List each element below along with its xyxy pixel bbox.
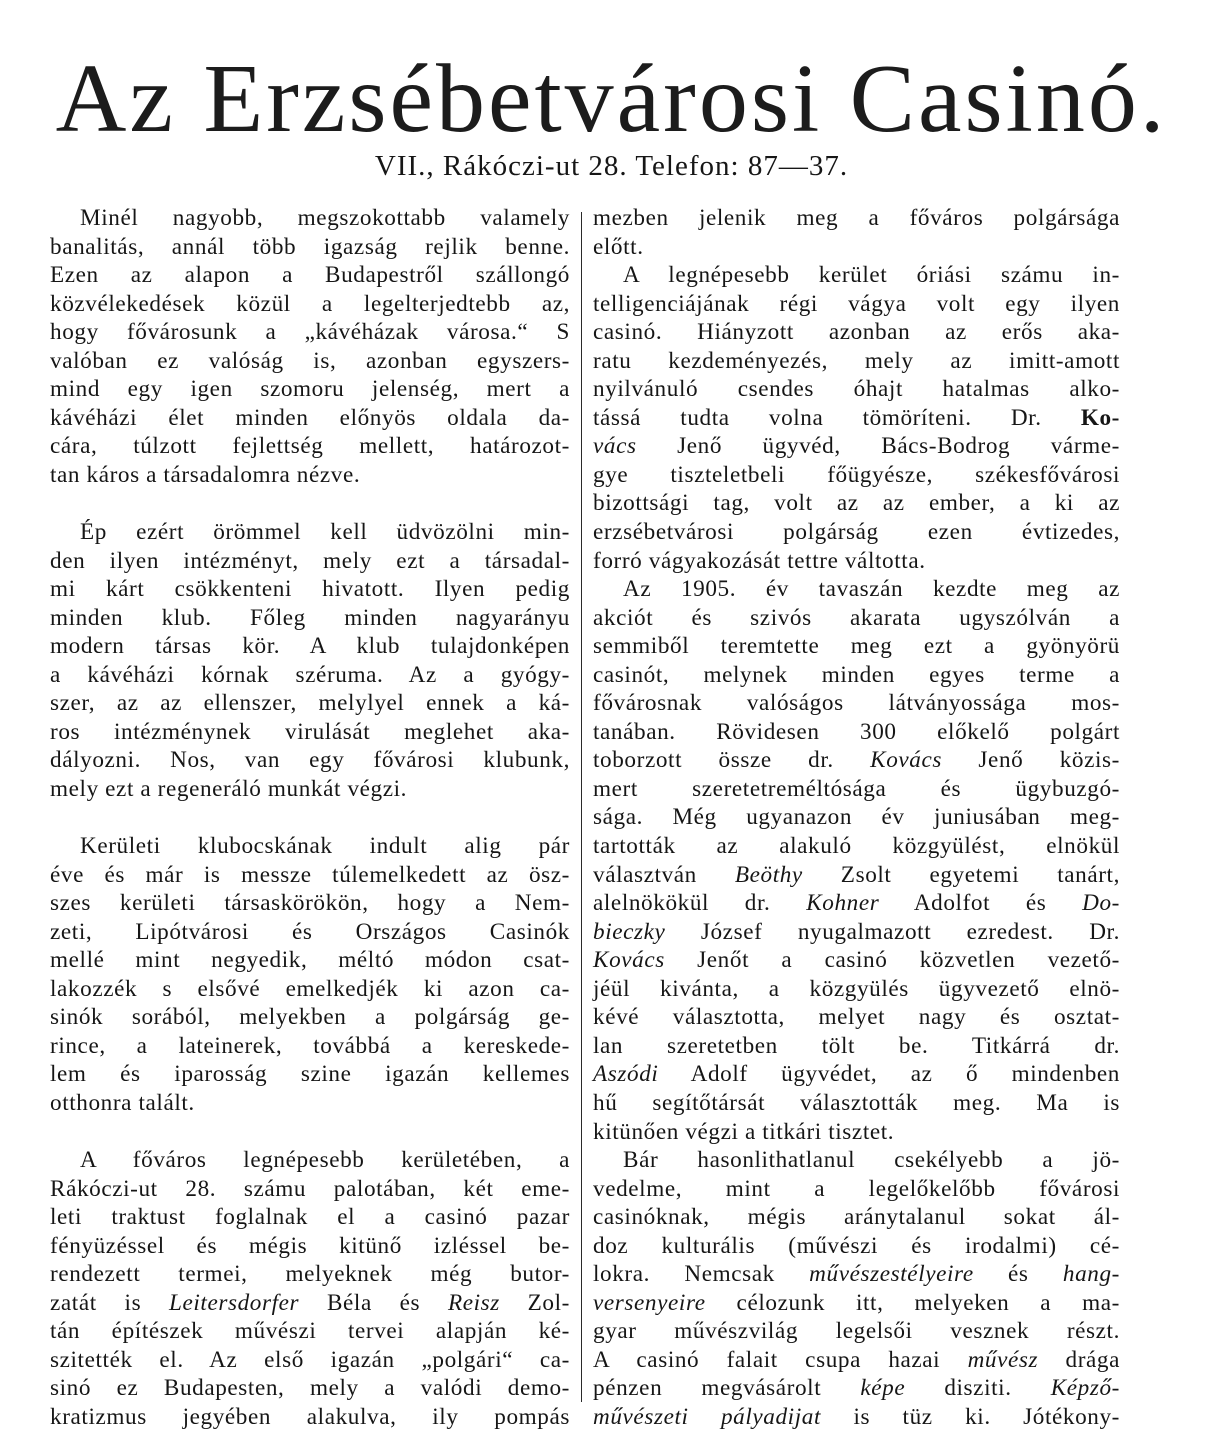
person-name: Beöthy — [734, 861, 803, 888]
text-run: tássá tudta volna tömöríteni. Dr. — [593, 404, 1081, 431]
text-line: lan szeretetben tölt be. Titkárrá dr. — [593, 1032, 1120, 1059]
text-line — [593, 432, 1120, 461]
text-line: Rákóczi-ut 28. számu palotában, két eme- — [50, 1175, 570, 1202]
text-line: valóban ez valóság is, azonban egyszers- — [50, 347, 570, 374]
text-line: Ép ezért örömmel kell üdvözölni min- — [80, 519, 570, 546]
text-line: Bár hasonlithatlanul csekélyebb a jö- — [623, 1147, 1120, 1174]
text-line: Kerületi klubocskának indult alig pár — [80, 833, 570, 860]
text-line: a kávéházi kórnak széruma. Az a gyógy- — [50, 661, 570, 688]
text-line: tartották az alakuló közgyülést, elnökül — [593, 833, 1120, 860]
text-line: rendezett termei, melyeknek még butor- — [50, 1261, 570, 1288]
text-line — [593, 1374, 1120, 1403]
paragraph-gap — [50, 489, 570, 518]
person-name: Ko- — [1080, 404, 1120, 431]
text-line — [593, 1346, 1120, 1375]
text-line — [593, 1060, 1120, 1089]
text-line: casinót, melynek minden egyes terme a — [593, 661, 1120, 688]
text-line: minden klub. Főleg minden nagyarányu — [50, 604, 570, 631]
text-line — [593, 404, 1120, 433]
text-line: erzsébetvárosi polgárság ezen évtizedes, — [593, 519, 1120, 546]
column-divider — [581, 212, 582, 1402]
text-line: jéül kivánta, a közgyülés ügyvezető elnö- — [593, 975, 1120, 1002]
paragraph-2 — [50, 518, 570, 803]
text-line: casinóknak, mégis aránytalanul sokat ál- — [593, 1204, 1120, 1231]
text-run: és — [973, 1261, 1063, 1288]
text-run: Zsolt egyetemi tanárt, — [802, 861, 1120, 888]
text-line: vedelme, mint a legelőkelőbb fővárosi — [593, 1175, 1120, 1202]
text-run: Béla és — [299, 1289, 448, 1316]
text-run: József nyugalmazott ezredest. Dr. — [665, 918, 1120, 945]
text-line: semmiből teremtette meg ezt a gyönyörü — [593, 633, 1120, 660]
emphasis: képe — [860, 1375, 906, 1402]
text-run: toborzott össze dr. — [593, 747, 871, 774]
text-line — [593, 861, 1120, 890]
architect-name: Leitersdorfer — [169, 1289, 300, 1316]
text-run: célozunk itt, melyeken a ma- — [705, 1289, 1120, 1316]
text-line: kratizmus jegyében alakulva, ily pompás — [50, 1403, 570, 1430]
paragraph-gap — [50, 1118, 570, 1147]
emphasis: Képző- — [1050, 1375, 1120, 1402]
person-name: Aszódi — [593, 1061, 659, 1088]
text-line: szes kerületi társaskörökön, hogy a Nem- — [50, 890, 570, 917]
text-run: disziti. — [905, 1375, 1051, 1402]
text-line: zeti, Lipótvárosi és Országos Casinók — [50, 918, 570, 945]
text-line — [50, 1289, 570, 1318]
text-line: mely ezt a regeneráló munkát végzi. — [50, 775, 408, 802]
text-line: fényüzéssel és mégis kitünő izléssel be- — [50, 1232, 570, 1259]
text-line: telligenciájának régi vágya volt egy ilyen — [593, 290, 1120, 317]
text-line — [593, 889, 1120, 918]
emphasis: művész — [967, 1346, 1039, 1373]
text-line: gyar művészvilág legelsői vesznek részt. — [593, 1318, 1120, 1345]
text-line — [593, 918, 1120, 947]
left-column — [50, 204, 570, 1432]
text-line: tan káros a társadalomra nézve. — [50, 461, 361, 488]
text-line — [593, 1403, 1120, 1432]
text-line: lem és iparosság szine igazán kellemes — [50, 1061, 570, 1088]
text-line: mert szeretetreméltósága és ügybuzgó- — [593, 775, 1120, 802]
text-line: kévé választotta, melyet nagy és osztat- — [593, 1004, 1120, 1031]
text-line: tanában. Rövidesen 300 előkelő polgárt — [593, 718, 1120, 745]
text-run: alelnökökül dr. — [593, 890, 807, 917]
person-name: vács — [593, 433, 637, 460]
text-run: zatát is — [50, 1289, 169, 1316]
text-line: otthonra talált. — [50, 1089, 195, 1116]
person-name: Kohner — [806, 890, 880, 917]
text-line — [593, 746, 1120, 775]
paragraph-4 — [50, 1146, 570, 1431]
text-line — [593, 1260, 1120, 1289]
text-line: Az 1905. év tavaszán kezdte meg az — [623, 576, 1120, 603]
text-run: lokra. Nemcsak — [593, 1261, 810, 1288]
text-line: ros intézménynek virulását meglehet aka- — [50, 718, 570, 745]
text-line: fővárosnak valóságos látványossága mos- — [593, 690, 1120, 717]
text-line: mind egy igen szomoru jelenség, mert a — [50, 376, 570, 403]
emphasis: hang- — [1062, 1261, 1120, 1288]
text-line: lakozzék s elsővé emelkedjék ki azon ca- — [50, 975, 570, 1002]
text-line: kitünően végzi a titkári tisztet. — [593, 1118, 895, 1145]
text-line: banalitás, annál több igazság rejlik benne. — [50, 233, 570, 260]
text-line: kávéházi élet minden előnyös oldala da- — [50, 404, 570, 431]
text-line: A főváros legnépesebb kerületében, a — [80, 1147, 570, 1174]
text-line: szitették el. Az első igazán „polgári“ ca- — [50, 1346, 570, 1373]
person-name: Do- — [1082, 890, 1121, 917]
text-line: A legnépesebb kerület óriási számu in- — [623, 262, 1120, 289]
person-name: Kovács — [593, 947, 665, 974]
text-line: hogy fővárosunk a „kávéházak városa.“ S — [50, 319, 570, 346]
text-line: szer, az az ellenszer, melylyel ennek a ká- — [50, 690, 570, 717]
text-run: Jenőt a casinó közvetlen vezető- — [664, 947, 1120, 974]
text-line — [593, 946, 1120, 975]
text-line: gye tiszteletbeli főügyésze, székesfővárosi — [593, 461, 1120, 488]
text-line: Minél nagyobb, megszokottabb valamely — [80, 205, 570, 231]
text-line: doz kulturális (művészi és irodalmi) cé- — [593, 1232, 1120, 1259]
text-run: Jenő közis- — [942, 747, 1120, 774]
text-line: közvélekedések közül a legelterjedtebb az, — [50, 290, 570, 317]
text-line: éve és már is messze túlemelkedett az ösz- — [50, 861, 570, 888]
text-line: mellé mint negyedik, méltó módon csat- — [50, 947, 570, 974]
text-line: rince, a lateinerek, továbbá a kereskede- — [50, 1032, 570, 1059]
text-line: den ilyen intézményt, mely ezt a társadal- — [50, 547, 570, 574]
text-line: nyilvánuló csendes óhajt hatalmas alko- — [593, 376, 1120, 403]
text-run: Adolfot és — [879, 890, 1083, 917]
text-line: akciót és szivós akarata ugyszólván a — [593, 604, 1120, 631]
text-line: bizottsági tag, volt az az ember, a ki az — [593, 490, 1120, 517]
right-column — [593, 204, 1120, 1432]
text-run: drága — [1038, 1346, 1120, 1373]
text-run: Jenő ügyvéd, Bács-Bodrog várme- — [636, 433, 1120, 460]
person-name: Kovács — [870, 747, 943, 774]
architect-name: Reisz — [447, 1289, 500, 1316]
text-run: pénzen megvásárolt — [593, 1375, 861, 1402]
text-line: dályozni. Nos, van egy fővárosi klubunk, — [50, 747, 570, 774]
text-line: hű segítőtársát választották meg. Ma is — [593, 1089, 1120, 1116]
text-run: A casinó falait csupa hazai — [593, 1346, 968, 1373]
article-title: Az Erzsébetvárosi Casinó. — [55, 45, 1168, 153]
text-line: tán építészek művészi tervei alapján ké- — [50, 1318, 570, 1345]
text-line: előtt. — [593, 233, 644, 260]
emphasis: művészeti pályadijat — [593, 1403, 822, 1430]
paragraph-3 — [50, 832, 570, 1117]
text-line: sinó ez Budapesten, mely a valódi demo- — [50, 1375, 570, 1402]
paragraph-1 — [50, 204, 570, 489]
text-line: cára, túlzott fejlettség mellett, határozot- — [50, 433, 570, 460]
person-name: bieczky — [593, 918, 666, 945]
text-run: választván — [593, 861, 735, 888]
text-line: modern társas kör. A klub tulajdonképen — [50, 633, 570, 660]
text-line: forró vágyakozását tettre váltotta. — [593, 547, 926, 574]
text-line: leti traktust foglalnak el a casinó pazar — [50, 1204, 570, 1231]
text-line: sinók sorából, melyekben a polgárság ge- — [50, 1004, 570, 1031]
emphasis: versenyeire — [593, 1289, 706, 1316]
text-run: is tüz ki. Jótékony- — [821, 1403, 1120, 1430]
text-line: mi kárt csökkenteni hivatott. Ilyen pedig — [50, 576, 570, 603]
text-line: sága. Még ugyanazon év juniusában meg- — [593, 804, 1120, 831]
text-line — [593, 1289, 1120, 1318]
emphasis: művészestélyeire — [809, 1261, 974, 1288]
paragraph-gap — [50, 803, 570, 832]
text-run: Adolf ügyvédet, az ő mindenben — [658, 1061, 1120, 1088]
text-run: Zol- — [499, 1289, 570, 1316]
text-line: ratu kezdeményezés, mely az imitt-amott — [593, 347, 1120, 374]
text-line: Ezen az alapon a Budapestről szállongó — [50, 262, 570, 289]
address-line: VII., Rákóczi-ut 28. Telefon: 87—37. — [374, 150, 849, 182]
text-line: mezben jelenik meg a főváros polgársága — [593, 205, 1120, 231]
text-line: casinó. Hiányzott azonban az erős aka- — [593, 319, 1120, 346]
